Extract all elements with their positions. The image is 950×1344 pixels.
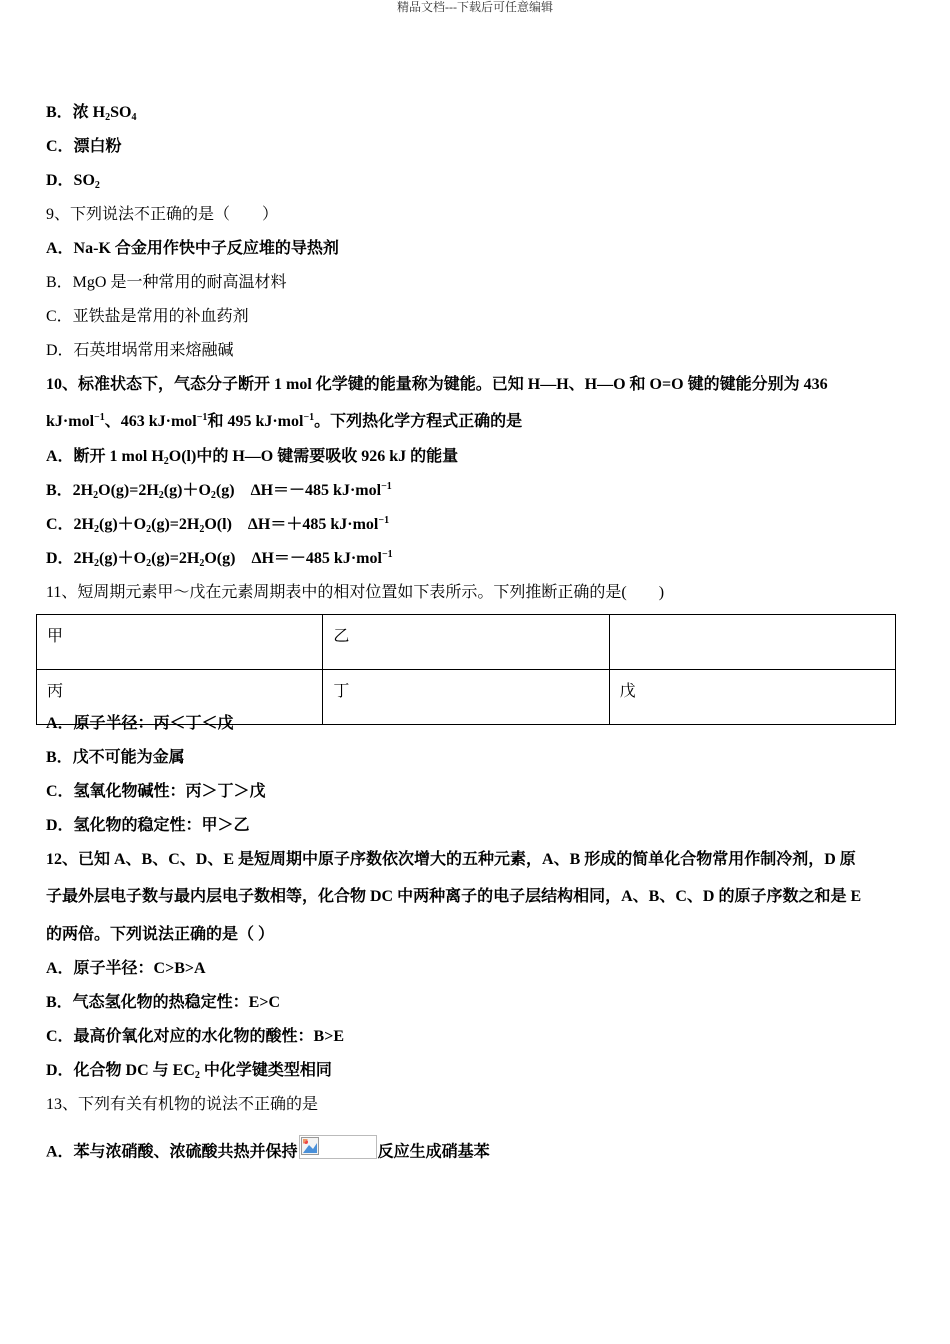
option-12d: D．化合物 DC 与 $EC_2$ 中化学键类型相同 [46, 1062, 332, 1081]
question-12-line2: 子最外层电子数与最内层电子数相等，化合物 DC 中两种离子的电子层结构相同，A、B、C、D 的原子序数之和是 E [46, 888, 862, 905]
option-12c: C．最高价氧化对应的水化物的酸性：B>E [46, 1028, 345, 1045]
option-8d: D．$SO_2$ [46, 172, 100, 191]
option-8c: C．漂白粉 [46, 138, 122, 155]
table-cell: 乙 [323, 615, 609, 670]
option-13a-text-end: 反应生成硝基苯 [377, 1143, 490, 1161]
question-9: 9、下列说法不正确的是（ ） [46, 206, 279, 223]
table-cell [609, 615, 895, 670]
option-11a: A．原子半径：丙＜丁＜戊 [46, 715, 234, 732]
option-10c: C．$2H_2(g)+O_2(g)=2H_2O(l)$ ΔH＝＋485 kJ·mol$^{-1}$ [46, 515, 390, 535]
option-8b: B．浓 $H_2SO_4$ [46, 104, 137, 123]
table-row [37, 615, 896, 670]
option-9b: B．MgO 是一种常用的耐高温材料 [46, 274, 287, 291]
option-10a: A．断开 1 mol $H_2O(l)$中的 H—O 键需要吸收 926 kJ 的能量 [46, 448, 459, 467]
option-13a [46, 1141, 490, 1165]
option-9c: C．亚铁盐是常用的补血药剂 [46, 308, 249, 325]
option-9d: D．石英坩埚常用来熔融碱 [46, 342, 234, 359]
option-10d: D．$2H_2(g)+O_2(g)=2H_2O(g)$ ΔH＝－485 kJ·mol$^{-1}$ [46, 549, 393, 569]
option-11c: C．氢氧化物碱性：丙＞丁＞戊 [46, 783, 266, 800]
question-10-line1: 10、标准状态下，气态分子断开 1 mol 化学键的能量称为键能。已知 H—H、H—O 和 O=O 键的键能分别为 436 [46, 376, 828, 393]
table-cell: 甲 [37, 615, 323, 670]
question-10-line2: kJ·mol$^{-1}$、463 kJ·mol$^{-1}$和 495 kJ·mol$^{-1}$。下列热化学方程式正确的是 [46, 412, 523, 430]
question-11: 11、短周期元素甲～戊在元素周期表中的相对位置如下表所示。下列推断正确的是( ) [46, 584, 665, 601]
option-10b: B．$2H_2O(g)=2H_2(g)+O_2(g)$ ΔH＝－485 kJ·mol$^{-1}$ [46, 481, 392, 501]
question-13: 13、下列有关有机物的说法不正确的是 [46, 1096, 319, 1113]
option-12b: B．气态氢化物的热稳定性：E>C [46, 994, 281, 1011]
question-12-line3: 的两倍。下列说法正确的是（ ） [46, 926, 275, 943]
question-12-line1: 12、已知 A、B、C、D、E 是短周期中原子序数依次增大的五种元素，A、B 形成的简单化合物常用作制冷剂，D 原 [46, 851, 856, 868]
option-11d: D．氢化物的稳定性：甲＞乙 [46, 817, 250, 834]
broken-image-icon [299, 1135, 377, 1159]
table-cell: 戊 [609, 670, 895, 725]
option-12a: A．原子半径：C>B>A [46, 960, 206, 977]
periodic-position-table [36, 614, 896, 725]
page-header: 精品文档---下载后可任意编辑 [397, 0, 553, 14]
option-9a: A．Na-K 合金用作快中子反应堆的导热剂 [46, 240, 339, 257]
option-11b: B．戊不可能为金属 [46, 749, 185, 766]
table-cell: 丙 [37, 670, 323, 725]
option-13a-text-start: A．苯与浓硝酸、浓硫酸共热并保持 [46, 1143, 298, 1161]
table-cell: 丁 [323, 670, 609, 725]
